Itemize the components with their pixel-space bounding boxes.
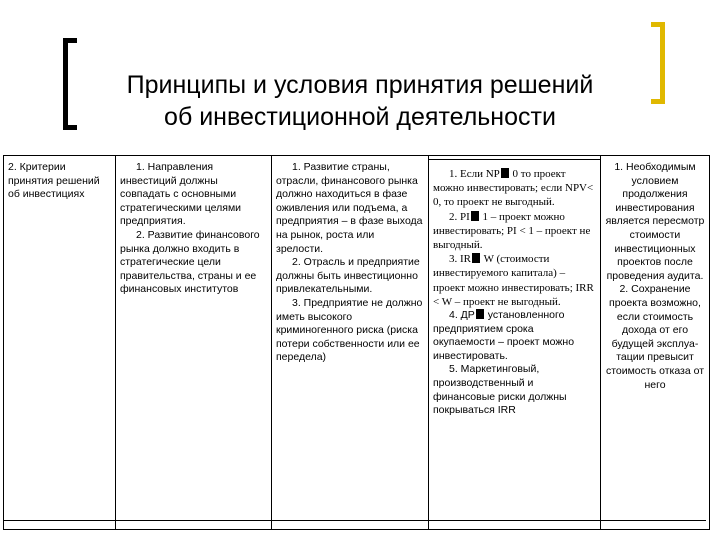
npv-label: 1. Если NP	[449, 168, 500, 180]
irr-rule-text: W (стоимости инвестируемого капитала) – проект можно инвестировать; IRR < W – проект не выгодный.	[433, 253, 594, 308]
pi-rule-text: 1 – проект можно инвестировать; PI < 1 – проект не выгодный.	[433, 210, 591, 252]
redacted-symbol-icon	[472, 253, 480, 263]
column-indicators	[429, 156, 601, 529]
irr-label: 3. IR	[449, 253, 471, 266]
pi-label: 2. PI	[449, 210, 470, 223]
indicators-paragraph-2	[433, 210, 596, 253]
indicators-paragraph-1	[433, 167, 596, 210]
indicators-paragraph-5: 5. Маркетинговый, производственный и финансовые риски должны покрываться IRR	[433, 363, 567, 417]
conditions-paragraph-1: 1. Развитие страны, отрасли, финансового рынка должно находиться в фазе оживления или подъема, а предприятия – в фазе выхода на рынок, роста или зрелости.	[276, 161, 423, 255]
criteria-text: 2. Критерии принятия решений об инвестициях	[8, 161, 100, 201]
bottom-rule	[4, 520, 706, 521]
slide-title	[80, 69, 640, 133]
indicators-top-rule	[429, 159, 600, 160]
directions-paragraph-2: 2. Развитие финансового рынка должно входить в стратегические цели правительства, страны и ее финансовых институтов	[120, 228, 260, 296]
payback-rule-text: установленного предприятием срока окупаемости – проект можно инвестировать.	[433, 309, 575, 362]
npv-rule-text: 0 то проект можно инвестировать; если NPV< 0, то проект не выгодный.	[433, 168, 594, 209]
column-conditions	[272, 156, 429, 529]
payback-label: 4. ДР	[449, 309, 475, 322]
indicators-paragraph-3	[433, 252, 596, 309]
column-criteria	[4, 156, 116, 529]
redacted-symbol-icon	[476, 309, 484, 319]
conditions-paragraph-3: 3. Предприятие не должно иметь высокого криминогенного риска (риска потери собственности или ее передела)	[276, 296, 423, 364]
redacted-symbol-icon	[471, 211, 479, 221]
continuation-paragraph-2: 2. Сохранение проекта возможно, если стоимость дохода от его будущей эксплуа-тации превысит стоимость отказа от него	[605, 283, 705, 391]
continuation-paragraph-1: 1. Необходимым условием продолжения инвестирования является пересмотр стоимости инвестиционных проектов после проведения аудита.	[605, 161, 705, 282]
column-directions	[116, 156, 272, 529]
title-line-2: об инвестиционной деятельности	[164, 102, 556, 131]
column-continuation	[601, 156, 709, 529]
directions-paragraph-1: 1. Направления инвестиций должны совпадать с основными стратегическими целями предприятия.	[120, 161, 242, 228]
conditions-paragraph-2: 2. Отрасль и предприятие должны быть инвестиционно привлекательными.	[276, 256, 420, 296]
redacted-symbol-icon	[501, 168, 509, 178]
left-bracket-decoration	[63, 38, 77, 130]
indicators-paragraph-4	[433, 309, 596, 363]
title-line-1: Принципы и условия принятия решений	[126, 70, 594, 99]
content-table	[3, 155, 710, 530]
right-bracket-decoration	[651, 22, 665, 104]
